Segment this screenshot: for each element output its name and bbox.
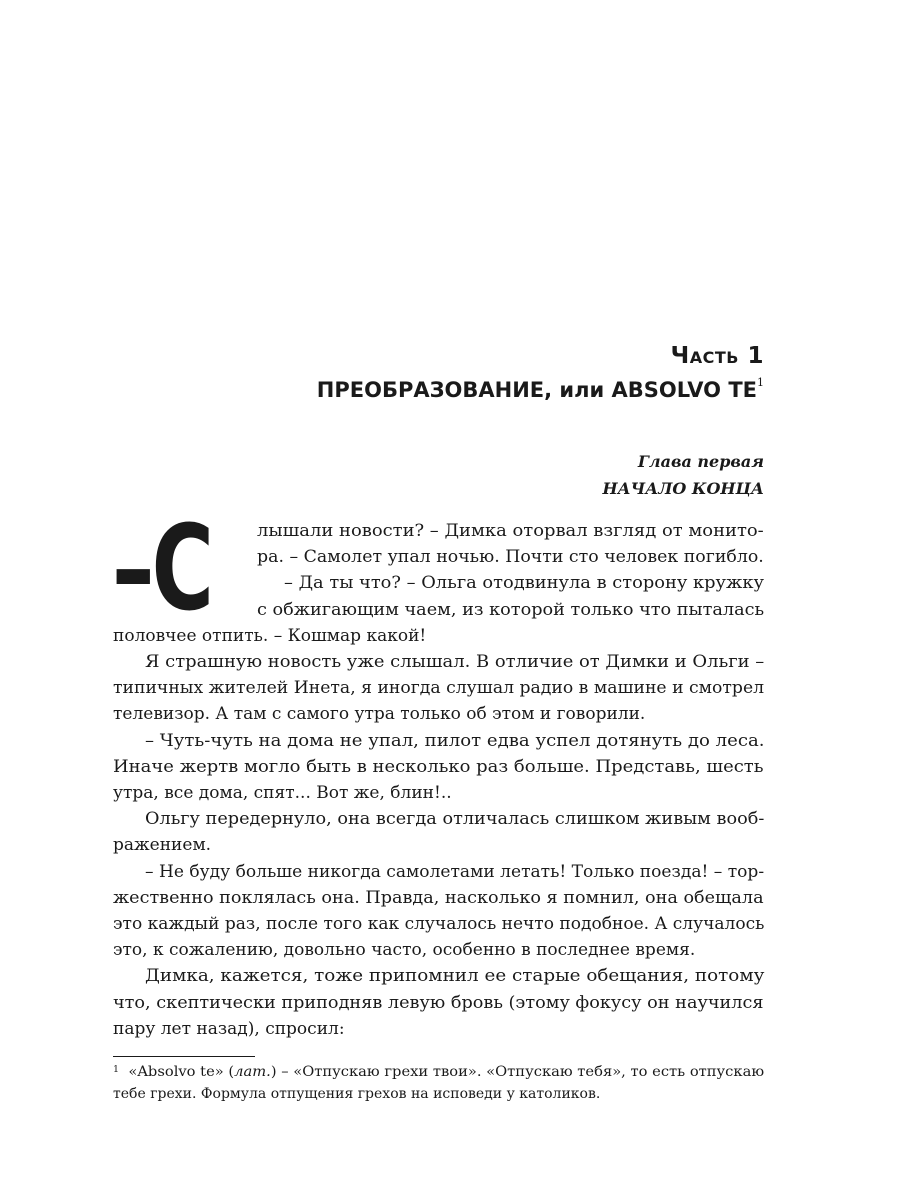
body-line: утра, все дома, спят... Вот же, блин!.. xyxy=(113,783,452,803)
body-line: телевизор. А там с самого утра только об этом и говорили. xyxy=(113,704,646,725)
body-line: с обжигающим чаем, из которой только что пыталась xyxy=(257,599,765,620)
body-line: это каждый раз, после того как случалось нечто подобное. А случалось xyxy=(113,914,765,934)
footnote-language: лат. xyxy=(234,1064,271,1080)
drop-cap: –С xyxy=(112,499,212,637)
body-line: Я страшную новость уже слышал. В отличие от Димки и Ольги – xyxy=(145,652,765,672)
body-line: – Не буду больше никогда самолетами летать! Только поезда! – тор- xyxy=(145,861,765,882)
body-line: ра. – Самолет упал ночью. Почти сто человек погибло. xyxy=(257,547,764,568)
footnote-divider xyxy=(113,1056,255,1057)
body-line: – Чуть-чуть на дома не упал, пилот едва успел дотянуть до леса. xyxy=(145,730,765,751)
body-line: ражением. xyxy=(113,835,212,856)
body-line: половчее отпить. – Кошмар какой! xyxy=(113,625,427,646)
footnote-line: $^1$ «Absolvo te» (лат.) – «Отпускаю грехи твои». «Отпускаю тебя», то есть отпускаю xyxy=(113,1064,765,1080)
body-line: Иначе жертв могло быть в несколько раз больше. Представь, шесть xyxy=(113,756,764,777)
body-line: пару лет назад), спросил: xyxy=(113,1018,345,1039)
footnote-translation: – «Отпускаю грехи твои». «Отпускаю тебя», то есть отпускаю xyxy=(276,1064,765,1080)
part-label: Часть 1 xyxy=(670,343,764,369)
footnote-line: тебе грехи. Формула отпущения грехов на исповеди у католиков. xyxy=(113,1086,601,1102)
body-line: это, к сожалению, довольно часто, особенно в последнее время. xyxy=(113,940,696,961)
footnote-reference: 1 xyxy=(757,376,764,389)
body-line: что, скептически приподняв левую бровь (этому фокусу он научился xyxy=(113,992,764,1013)
part-title-text: ПРЕОБРАЗОВАНИЕ, или ABSOLVO TE xyxy=(316,378,757,402)
body-line: жественно поклялась она. Правда, насколько я помнил, она обещала xyxy=(113,887,764,908)
body-line: Димка, кажется, тоже припомнил ее старые обещания, потому xyxy=(145,966,765,987)
part-title xyxy=(317,378,764,402)
body-line: лышали новости? – Димка оторвал взгляд от монито- xyxy=(257,521,764,541)
chapter-title: НАЧАЛО КОНЦА xyxy=(602,479,764,498)
body-line: – Да ты что? – Ольга отодвинула в сторону кружку xyxy=(284,573,765,594)
body-line: Ольгу передернуло, она всегда отличалась слишком живым вооб- xyxy=(145,809,765,830)
footnote-mark: 1 xyxy=(113,1065,120,1075)
chapter-number: Глава первая xyxy=(637,452,764,471)
footnote-term: «Absolvo te» xyxy=(128,1064,224,1080)
body-line: типичных жителей Инета, я иногда слушал радио в машине и смотрел xyxy=(113,678,765,699)
